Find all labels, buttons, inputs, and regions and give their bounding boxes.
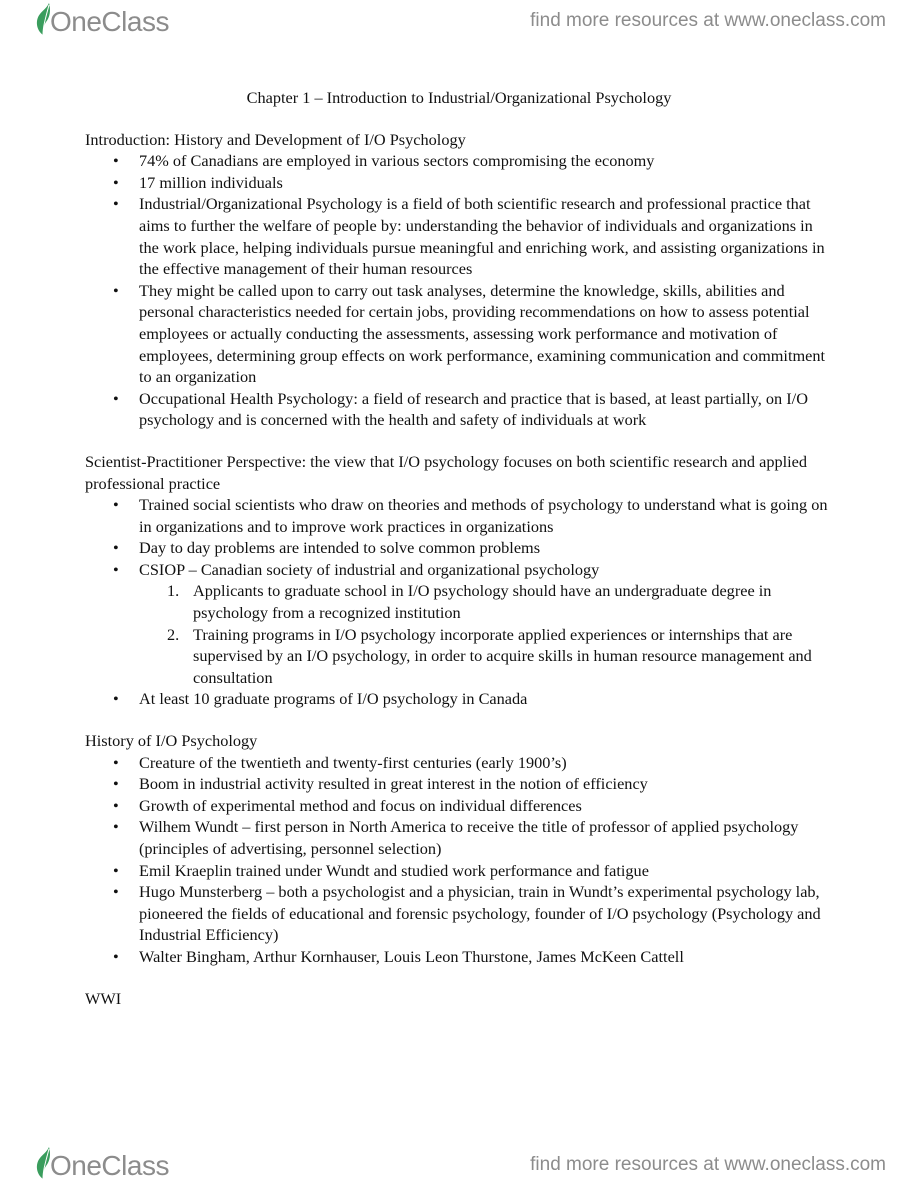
- document-body: [85, 85, 833, 1029]
- section-heading: Introduction: History and Development of I/O Psychology: [85, 129, 466, 149]
- item-number: 1.: [167, 581, 180, 601]
- footer-tagline[interactable]: find more resources at www.oneclass.com: [530, 1154, 886, 1175]
- bullet-item: • Hugo Munsterberg – both a psychologist and a physician, train in Wundt’s experimental psychology lab, pioneered the fields of educational and forensic psychology, founder of I/O psychology (Psychology and Industrial Efficiency): [85, 881, 833, 946]
- page-title: Chapter 1 – Introduction to Industrial/Organizational Psychology: [246, 88, 672, 107]
- oneclass-logo-footer: [34, 1146, 169, 1180]
- item-text: Applicants to graduate school in I/O psychology should have an undergraduate degree in psychology from a recognized institution: [193, 581, 772, 623]
- bullet-item: • Wilhem Wundt – first person in North America to receive the title of professor of applied psychology (principles of advertising, personnel selection): [85, 816, 833, 859]
- item-text: Training programs in I/O psychology incorporate applied experiences or internships that are supervised by an I/O psychology, in order to acquire skills in human resource management and consultation: [193, 624, 812, 687]
- bullet-item: • Growth of experimental method and focus on individual differences: [85, 795, 833, 817]
- oneclass-logo: [34, 2, 169, 36]
- section-heading: WWI: [85, 988, 122, 1008]
- bullet-item: • 17 million individuals: [85, 172, 833, 194]
- bullet-list: [85, 752, 833, 968]
- bullet-item: • They might be called upon to carry out task analyses, determine the knowledge, skills, abilities and personal characteristics needed for certain jobs, providing recommendations on how to assess potential employees or actually conducting the assessments, assessing work performance and motivation of employees, determining group effects on work performance, examining communication and commitment to an organization: [85, 280, 833, 388]
- item-number: 2.: [167, 624, 180, 644]
- bullet-item: • 74% of Canadians are employed in various sectors compromising the economy: [85, 150, 833, 172]
- section-scientist-practitioner: [85, 451, 833, 710]
- section-wwi: [85, 988, 833, 1010]
- section-introduction: [85, 129, 833, 431]
- section-heading: History of I/O Psychology: [85, 731, 258, 751]
- bullet-item: • Boom in industrial activity resulted in great interest in the notion of efficiency: [85, 773, 833, 795]
- section-heading: Scientist-Practitioner Perspective: the view that I/O psychology focuses on both scientific research and applied professional practice: [85, 451, 808, 493]
- bullet-item: • Industrial/Organizational Psychology is a field of both scientific research and professional practice that aims to further the welfare of people by: understanding the behavior of individuals and organizations in the work place, helping individuals pursue meaningful and enriching work, and assisting organizations in the effective management of their human resources: [85, 193, 833, 279]
- bullet-item: • Walter Bingham, Arthur Kornhauser, Louis Leon Thurstone, James McKeen Cattell: [85, 946, 833, 968]
- header-tagline[interactable]: find more resources at www.oneclass.com: [530, 10, 886, 31]
- bullet-item: • Occupational Health Psychology: a field of research and practice that is based, at least partially, on I/O psychology and is concerned with the health and safety of individuals at work: [85, 388, 833, 431]
- numbered-item: [85, 624, 833, 689]
- bullet-list: [85, 494, 833, 580]
- bullet-item: • Day to day problems are intended to solve common problems: [85, 537, 833, 559]
- section-history: [85, 730, 833, 968]
- bullet-list: [85, 150, 833, 431]
- numbered-list: [85, 580, 833, 688]
- numbered-item: [85, 580, 833, 623]
- bullet-item: • Trained social scientists who draw on theories and methods of psychology to understand what is going on in organizations and to improve work practices in organizations: [85, 494, 833, 537]
- bullet-item: • Creature of the twentieth and twenty-first centuries (early 1900’s): [85, 752, 833, 774]
- bullet-item: • At least 10 graduate programs of I/O psychology in Canada: [85, 688, 833, 710]
- logo-wordmark: OneClass: [50, 6, 169, 37]
- bullet-list: [85, 688, 833, 710]
- logo-wordmark: OneClass: [50, 1150, 169, 1181]
- bullet-item: • CSIOP – Canadian society of industrial and organizational psychology: [85, 559, 833, 581]
- bullet-item: • Emil Kraeplin trained under Wundt and studied work performance and fatigue: [85, 860, 833, 882]
